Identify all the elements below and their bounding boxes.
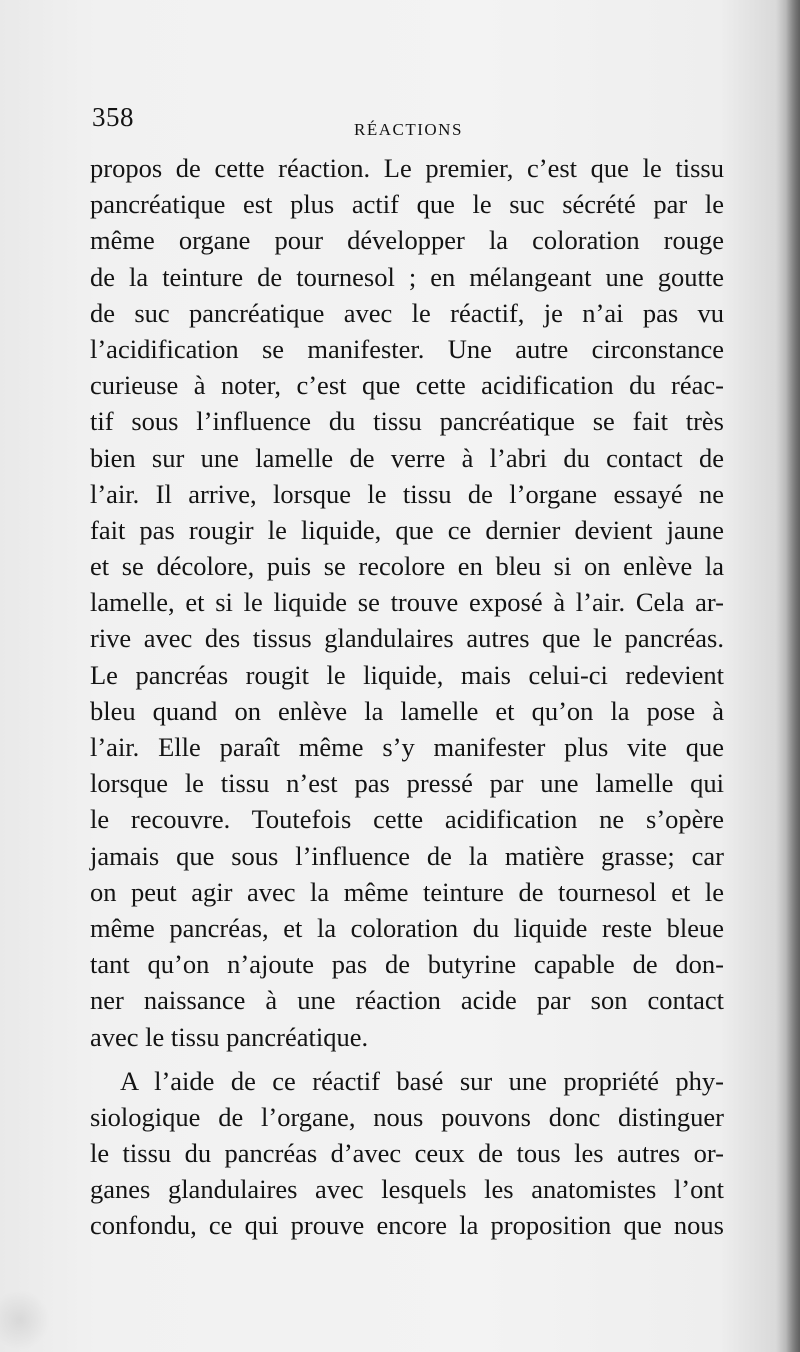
page-number: 358 xyxy=(92,102,134,132)
text-line: tif sous l’influence du tissu pancréatique se fait très xyxy=(90,406,724,437)
text-line: jamais que sous l’influence de la matière grasse; car xyxy=(90,840,724,871)
paragraph-2 xyxy=(90,1063,724,1244)
text-line: lamelle, et si le liquide se trouve exposé à l’air. Cela ar- xyxy=(90,587,724,618)
text-line: de suc pancréatique avec le réactif, je n’ai pas vu xyxy=(90,297,724,328)
body-text xyxy=(90,150,724,1244)
text-line: lorsque le tissu n’est pas pressé par une lamelle qui xyxy=(90,768,724,799)
paragraph-gap xyxy=(90,1055,724,1063)
text-line: fait pas rougir le liquide, que ce dernier devient jaune xyxy=(90,514,724,545)
text-line: l’acidification se manifester. Une autre circonstance xyxy=(90,333,724,364)
text-line: l’air. Elle paraît même s’y manifester plus vite que xyxy=(90,732,724,762)
text-line: le recouvre. Toutefois cette acidification ne s’opère xyxy=(90,804,724,835)
paragraph-1 xyxy=(90,150,724,1055)
text-line: bien sur une lamelle de verre à l’abri du contact de xyxy=(90,442,724,473)
text-line: pancréatique est plus actif que le suc sécrété par le xyxy=(90,189,724,220)
paper-stain xyxy=(0,1280,80,1352)
text-line: tant qu’on n’ajoute pas de butyrine capable de don- xyxy=(90,949,724,980)
text-line: avec le tissu pancréatique. xyxy=(90,1021,369,1052)
text-line: ner naissance à une réaction acide par son contact xyxy=(90,985,724,1016)
text-line: propos de cette réaction. Le premier, c’est que le tissu xyxy=(90,153,724,183)
text-line: même pancréas, et la coloration du liquide reste bleue xyxy=(90,912,724,943)
text-line: curieuse à noter, c’est que cette acidification du réac- xyxy=(90,370,724,401)
text-line: confondu, ce qui prouve encore la proposition que nous xyxy=(90,1210,724,1241)
text-line: bleu quand on enlève la lamelle et qu’on la pose à xyxy=(90,695,724,726)
text-line: rive avec des tissus glandulaires autres que le pancréas. xyxy=(90,623,724,654)
text-line: même organe pour développer la coloration rouge xyxy=(90,225,724,256)
text-line: le tissu du pancréas d’avec ceux de tous les autres or- xyxy=(90,1138,724,1169)
text-line: de la teinture de tournesol ; en mélangeant une goutte xyxy=(90,261,724,292)
running-head: RÉACTIONS xyxy=(354,120,463,139)
text-line: A l’aide de ce réactif basé sur une propriété phy- xyxy=(120,1065,724,1096)
text-line: on peut agir avec la même teinture de tournesol et le xyxy=(90,876,724,907)
text-line: Le pancréas rougit le liquide, mais celui-ci redevient xyxy=(90,659,724,690)
text-line: l’air. Il arrive, lorsque le tissu de l’organe essayé ne xyxy=(90,478,724,509)
text-line: siologique de l’organe, nous pouvons donc distinguer xyxy=(90,1101,724,1132)
text-line: ganes glandulaires avec lesquels les anatomistes l’ont xyxy=(90,1174,724,1205)
page-header xyxy=(92,102,732,142)
text-line: et se décolore, puis se recolore en bleu si on enlève la xyxy=(90,551,724,582)
